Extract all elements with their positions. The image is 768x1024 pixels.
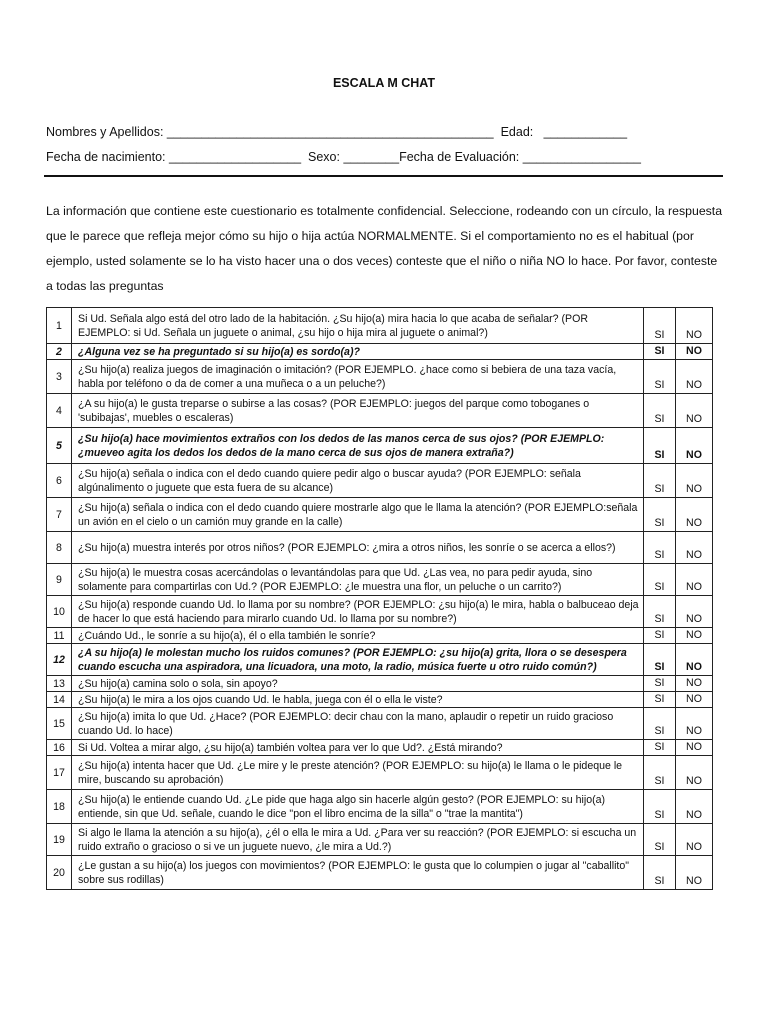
question-text: Si Ud. Voltea a mirar algo, ¿su hijo(a) también voltea para ver lo que Ud?. ¿Está mirando? — [72, 740, 644, 756]
question-number: 12 — [47, 644, 72, 676]
question-row — [47, 856, 713, 890]
answer-si-option[interactable]: SI — [644, 394, 676, 428]
question-number: 16 — [47, 740, 72, 756]
answer-no-option[interactable]: NO — [676, 564, 713, 596]
question-text: ¿Su hijo(a) imita lo que Ud. ¿Hace? (POR EJEMPLO: decir chau con la mano, aplaudir o repetir un ruido gracioso cuando Ud. lo hace) — [72, 708, 644, 740]
question-row — [47, 360, 713, 394]
answer-no-option[interactable]: NO — [676, 596, 713, 628]
question-text: ¿Su hijo(a) le muestra cosas acercándolas o levantándolas para que Ud. ¿Las vea, no para pedir ayuda, sino solamente para compartirlas con Ud.? (POR EJEMPLO: ¿le muestra una flor, un peluche o un carrito?) — [72, 564, 644, 596]
question-text: Si algo le llama la atención a su hijo(a), ¿él o ella le mira a Ud. ¿Para ver su reacción? (POR EJEMPLO: si escucha un ruido extraño o gracioso o si ve un juguete nuevo, ¿le mira a Ud.?) — [72, 824, 644, 856]
question-text: ¿Su hijo(a) señala o indica con el dedo cuando quiere pedir algo o buscar ayuda? (POR EJEMPLO: señala algúnalimento o juguete que esta fuera de su alcance) — [72, 464, 644, 498]
question-number: 6 — [47, 464, 72, 498]
question-text: ¿Su hijo(a) le entiende cuando Ud. ¿Le pide que haga algo sin hacerle algún gesto? (POR EJEMPLO: su hijo(a) entiende, sin que Ud. señale, cuando le dice "pon el libro encima de la silla" o "trae la mantita") — [72, 790, 644, 824]
answer-no-option[interactable]: NO — [676, 740, 713, 756]
answer-si-option[interactable]: SI — [644, 360, 676, 394]
question-row — [47, 692, 713, 708]
question-text: ¿Su hijo(a) responde cuando Ud. lo llama por su nombre? (POR EJEMPLO: ¿su hijo(a) le mira, habla o balbuceao deja de hacer lo que está haciendo para mirarlo cuando Ud. lo llama por su nombre?) — [72, 596, 644, 628]
answer-no-option[interactable]: NO — [676, 464, 713, 498]
answer-no-option[interactable]: NO — [676, 360, 713, 394]
answer-no-option[interactable]: NO — [676, 308, 713, 344]
question-text: ¿Alguna vez se ha preguntado si su hijo(a) es sordo(a)? — [72, 344, 644, 360]
question-row — [47, 464, 713, 498]
name-age-field-line[interactable]: Nombres y Apellidos: _______________________________________________ Edad: ____________ — [46, 125, 628, 139]
question-text: ¿Su hijo(a) camina solo o sola, sin apoyo? — [72, 676, 644, 692]
answer-si-option[interactable]: SI — [644, 596, 676, 628]
question-row — [47, 344, 713, 360]
answer-no-option[interactable]: NO — [676, 676, 713, 692]
question-text: ¿Su hijo(a) le mira a los ojos cuando Ud. le habla, juega con él o ella le viste? — [72, 692, 644, 708]
divider-rule — [44, 175, 723, 177]
answer-no-option[interactable]: NO — [676, 708, 713, 740]
question-text: Si Ud. Señala algo está del otro lado de la habitación. ¿Su hijo(a) mira hacia lo que acaba de señalar? (POR EJEMPLO: si Ud. Señala un juguete o animal, ¿su hijo o hija mira al juguete o animal?) — [72, 308, 644, 344]
question-number: 11 — [47, 628, 72, 644]
question-number: 1 — [47, 308, 72, 344]
answer-si-option[interactable]: SI — [644, 344, 676, 360]
answer-si-option[interactable]: SI — [644, 740, 676, 756]
question-row — [47, 824, 713, 856]
answer-no-option[interactable]: NO — [676, 692, 713, 708]
answer-no-option[interactable]: NO — [676, 628, 713, 644]
birth-sex-eval-field-line[interactable]: Fecha de nacimiento: ___________________ Sexo: ________Fecha de Evaluación: _________________ — [46, 150, 641, 164]
question-text: ¿A su hijo(a) le gusta treparse o subirse a las cosas? (POR EJEMPLO: juegos del parque como toboganes o 'subibajas', muebles o escaleras) — [72, 394, 644, 428]
question-number: 10 — [47, 596, 72, 628]
question-number: 9 — [47, 564, 72, 596]
answer-si-option[interactable]: SI — [644, 532, 676, 564]
question-text: ¿Su hijo(a) realiza juegos de imaginación o imitación? (POR EJEMPLO. ¿hace como si bebiera de una taza vacía, habla por teléfono o da de comer a una muñeca o a un peluche?) — [72, 360, 644, 394]
answer-si-option[interactable]: SI — [644, 564, 676, 596]
answer-si-option[interactable]: SI — [644, 464, 676, 498]
question-text: ¿A su hijo(a) le molestan mucho los ruidos comunes? (POR EJEMPLO: ¿su hijo(a) grita, llora o se desespera cuando escucha una aspiradora, una licuadora, una moto, la radio, música fuerte u otro ruido común?) — [72, 644, 644, 676]
question-text: ¿Su hijo(a) muestra interés por otros niños? (POR EJEMPLO: ¿mira a otros niños, les sonríe o se acerca a ellos?) — [72, 532, 644, 564]
answer-si-option[interactable]: SI — [644, 308, 676, 344]
question-row — [47, 628, 713, 644]
answer-no-option[interactable]: NO — [676, 756, 713, 790]
question-row — [47, 498, 713, 532]
intro-paragraph: La información que contiene este cuestionario es totalmente confidencial. Seleccione, rodeando con un círculo, la respuesta que le parece que refleja mejor cómo su hijo o hija actúa NORMALMENTE. Si el comportamiento no es el habitual (por ejemplo, usted solamente se lo ha visto hacer una o dos veces) conteste que el niño o niña NO lo hace. Por favor, conteste a todas las preguntas — [46, 204, 723, 293]
answer-si-option[interactable]: SI — [644, 756, 676, 790]
question-text: ¿Su hijo(a) hace movimientos extraños con los dedos de las manos cerca de sus ojos? (POR EJEMPLO: ¿mueveo agita los dedos los dedos de la mano cerca de sus ojos de manera extraña?) — [72, 428, 644, 464]
question-number: 19 — [47, 824, 72, 856]
question-number: 2 — [47, 344, 72, 360]
answer-no-option[interactable]: NO — [676, 856, 713, 890]
answer-no-option[interactable]: NO — [676, 532, 713, 564]
answer-no-option[interactable]: NO — [676, 344, 713, 360]
answer-no-option[interactable]: NO — [676, 790, 713, 824]
question-text: ¿Su hijo(a) intenta hacer que Ud. ¿Le mire y le preste atención? (POR EJEMPLO: su hijo(a) le llama o le pideque le mire, buscando su aprobación) — [72, 756, 644, 790]
question-row — [47, 708, 713, 740]
question-text: ¿Le gustan a su hijo(a) los juegos con movimientos? (POR EJEMPLO: le gusta que lo columpien o jugar al "caballito" sobre sus rodillas) — [72, 856, 644, 890]
questionnaire-table — [46, 307, 713, 890]
question-row — [47, 676, 713, 692]
question-text: ¿Cuándo Ud., le sonríe a su hijo(a), él o ella también le sonríe? — [72, 628, 644, 644]
question-row — [47, 308, 713, 344]
question-row — [47, 532, 713, 564]
answer-si-option[interactable]: SI — [644, 692, 676, 708]
answer-si-option[interactable]: SI — [644, 628, 676, 644]
question-number: 3 — [47, 360, 72, 394]
question-row — [47, 790, 713, 824]
question-row — [47, 428, 713, 464]
question-number: 7 — [47, 498, 72, 532]
answer-no-option[interactable]: NO — [676, 824, 713, 856]
question-number: 5 — [47, 428, 72, 464]
answer-no-option[interactable]: NO — [676, 394, 713, 428]
answer-si-option[interactable]: SI — [644, 824, 676, 856]
answer-si-option[interactable]: SI — [644, 856, 676, 890]
question-number: 14 — [47, 692, 72, 708]
question-number: 17 — [47, 756, 72, 790]
answer-no-option[interactable]: NO — [676, 428, 713, 464]
answer-no-option[interactable]: NO — [676, 498, 713, 532]
question-number: 18 — [47, 790, 72, 824]
question-number: 20 — [47, 856, 72, 890]
question-number: 13 — [47, 676, 72, 692]
question-row — [47, 756, 713, 790]
question-row — [47, 644, 713, 676]
question-number: 15 — [47, 708, 72, 740]
question-text: ¿Su hijo(a) señala o indica con el dedo cuando quiere mostrarle algo que le llama la atención? (POR EJEMPLO:señala un avión en el cielo o un camión muy grande en la calle) — [72, 498, 644, 532]
question-row — [47, 564, 713, 596]
answer-si-option[interactable]: SI — [644, 708, 676, 740]
answer-si-option[interactable]: SI — [644, 498, 676, 532]
question-row — [47, 596, 713, 628]
answer-no-option[interactable]: NO — [676, 644, 713, 676]
question-number: 4 — [47, 394, 72, 428]
question-row — [47, 740, 713, 756]
question-row — [47, 394, 713, 428]
answer-si-option[interactable]: SI — [644, 676, 676, 692]
question-number: 8 — [47, 532, 72, 564]
answer-si-option[interactable]: SI — [644, 428, 676, 464]
answer-si-option[interactable]: SI — [644, 790, 676, 824]
answer-si-option[interactable]: SI — [644, 644, 676, 676]
form-title: ESCALA M CHAT — [332, 76, 436, 90]
